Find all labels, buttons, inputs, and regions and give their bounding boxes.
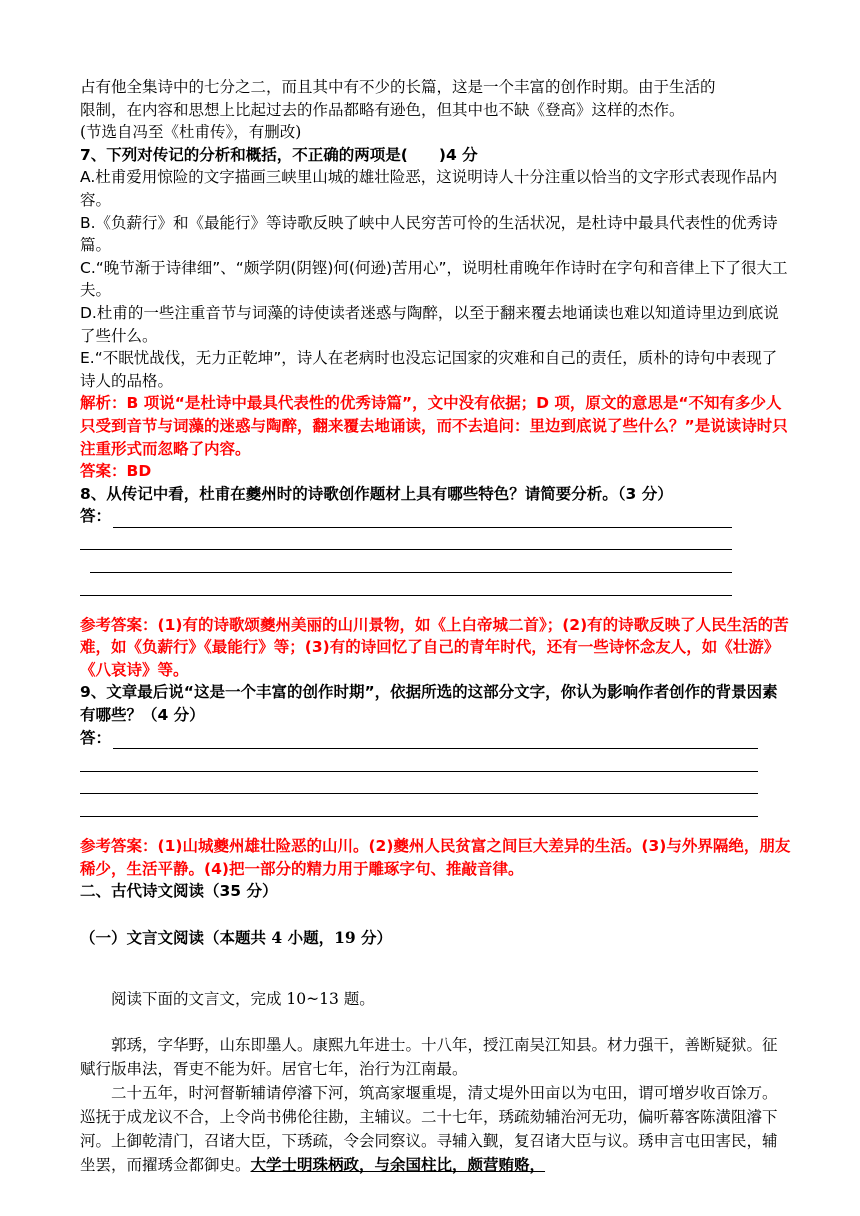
- question-7-option-c: C.“晚节渐于诗律细”、“颇学阴(阴铿)何(何逊)苦用心”，说明杜甫晚年作诗时在字句和音律上下了很大工夫。: [80, 258, 788, 300]
- question-7-option-b: B.《负薪行》和《最能行》等诗歌反映了峡中人民穷苦可怜的生活状况，是杜诗中最具代表性的优秀诗篇。: [80, 213, 778, 255]
- question-7-option-a: A.杜甫爱用惊险的文字描画三峡里山城的雄壮险恶，这说明诗人十分注重以恰当的文字形式表现作品内容。: [80, 168, 778, 209]
- answer-line[interactable]: [80, 794, 758, 817]
- answer-line[interactable]: [80, 573, 732, 596]
- question-8-answer-label: 答：: [80, 507, 112, 526]
- classical-text-paragraph-2-body: 二十五年，时河督靳辅请停濬下河，筑高家堰重堤，清丈堤外田亩以为屯田，谓可增岁收百馀万。巡抚于成龙议不合，上令尚书佛伦往勘，主辅议。二十七年，琇疏劾辅治河无功，偏听幕客陈潢阻濬下河。上御乾清门，召诸大臣，下琇疏，令会同察议。寻辅入觐，复召诸大臣与议。琇申言屯田害民，辅坐罢，而擢琇佥都御史。: [80, 1083, 778, 1174]
- question-7-analysis: 解析：B 项说“是杜诗中最具代表性的优秀诗篇”，文中没有依据；D 项，原文的意思是“不知有多少人只受到音节与词藻的迷惑与陶醉，翻来覆去地诵读，而不去追问：里边到底说了些什么？”是说读诗时只注重形式而忽略了内容。: [80, 394, 788, 458]
- document-page: [80, 76, 792, 1177]
- question-8-reference-answer: 参考答案：(1)有的诗歌颂夔州美丽的山川景物，如《上白帝城二首》；(2)有的诗歌反映了人民生活的苦难，如《负薪行》《最能行》等；(3)有的诗回忆了自己的青年时代，还有一些诗怀念友人，如《壮游》《八哀诗》等。: [80, 615, 789, 679]
- question-9-stem: 9、文章最后说“这是一个丰富的创作时期”，依据所选的这部分文字，你认为影响作者创作的背景因素有哪些？（4 分）: [80, 683, 778, 725]
- question-7-answer: 答案：BD: [80, 462, 152, 481]
- answer-line[interactable]: [113, 732, 758, 749]
- question-9-answer-area[interactable]: [80, 727, 758, 750]
- classical-text-paragraph-1: 郭琇，字华野，山东即墨人。康熙九年进士。十八年，授江南吴江知县。材力强干，善断疑狱。征赋行版串法，胥吏不能为奸。居官七年，治行为江南最。: [80, 1035, 778, 1078]
- section-2-sub-heading: （一）文言文阅读（本题共 4 小题，19 分）: [80, 928, 393, 948]
- question-7-stem: 7、下列对传记的分析和概括，不正确的两项是( )4 分: [80, 145, 478, 164]
- question-7-option-d: D.杜甫的一些注重音节与词藻的诗使读者迷惑与陶醉，以至于翻来覆去地诵读也难以知道诗里边到底说了些什么。: [80, 303, 779, 345]
- answer-line[interactable]: [80, 749, 758, 772]
- question-8-stem: 8、从传记中看，杜甫在夔州时的诗歌创作题材上具有哪些特色？请简要分析。（3 分）: [80, 484, 673, 503]
- passage-line-1: 占有他全集诗中的七分之二，而且其中有不少的长篇，这是一个丰富的创作时期。由于生活的: [80, 78, 716, 96]
- section-2-heading: 二、古代诗文阅读（35 分）: [80, 882, 278, 901]
- question-9-answer-label: 答：: [80, 728, 112, 747]
- passage-source: (节选自冯至《杜甫传》，有删改): [80, 123, 302, 142]
- passage-line-2: 限制，在内容和思想上比起过去的作品都略有逊色，但其中也不缺《登高》这样的杰作。: [80, 100, 685, 119]
- question-9-reference-answer: 参考答案：(1)山城夔州雄壮险恶的山川。(2)夔州人民贫富之间巨大差异的生活。(3)与外界隔绝，朋友稀少，生活平静。(4)把一部分的精力用于雕琢字句、推敲音律。: [80, 837, 791, 878]
- answer-line[interactable]: [113, 511, 732, 528]
- reading-instruction: 阅读下面的文言文，完成 10~13 题。: [111, 990, 375, 1009]
- answer-line[interactable]: [90, 550, 732, 573]
- answer-line[interactable]: [80, 528, 732, 551]
- answer-line[interactable]: [80, 772, 758, 795]
- question-8-answer-area[interactable]: [80, 505, 732, 528]
- question-7-option-e: E.“不眠忧战伐，无力正乾坤”，诗人在老病时也没忘记国家的灾难和自己的责任，质朴的诗句中表现了诗人的品格。: [80, 349, 778, 390]
- underlined-sentence: 大学士明珠柄政，与余国柱比，颇营贿赂，: [250, 1154, 546, 1174]
- classical-text-paragraph-2: [80, 1081, 792, 1177]
